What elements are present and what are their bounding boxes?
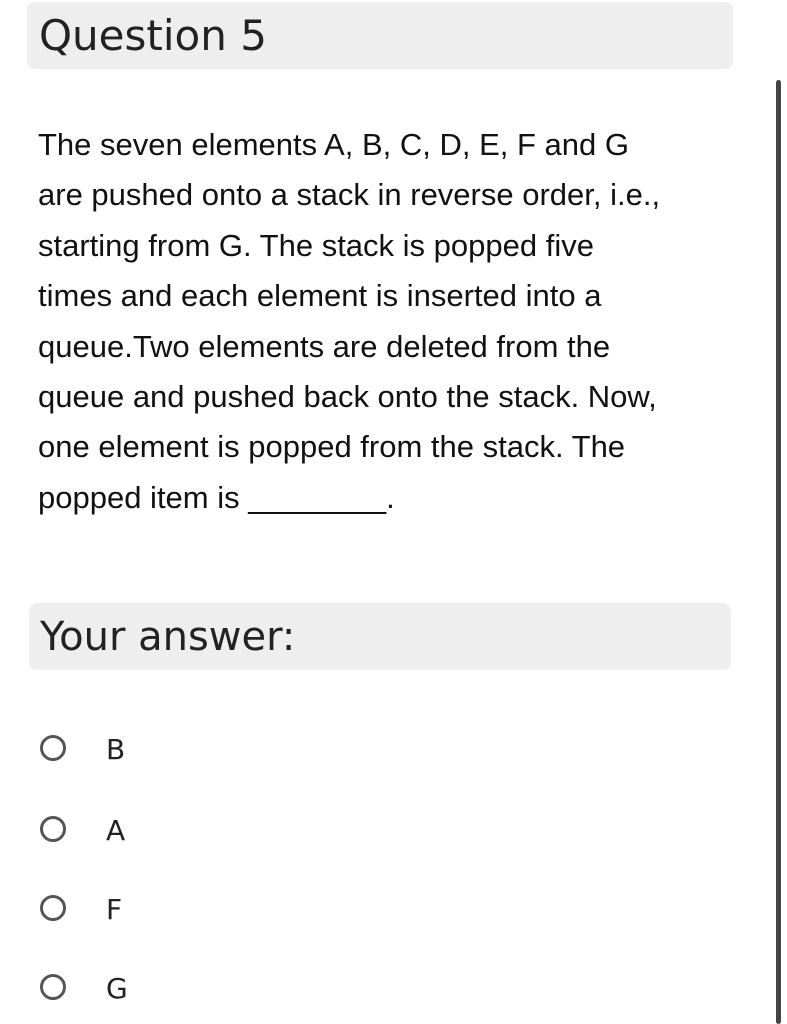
question-line: popped item is ________. <box>38 479 395 515</box>
radio-button-icon[interactable] <box>40 974 66 1000</box>
question-line: one element is popped from the stack. The <box>38 429 626 465</box>
question-line: are pushed onto a stack in reverse order, i.e., <box>38 177 661 213</box>
answer-header <box>29 603 731 670</box>
question-line: times and each element is inserted into a <box>38 278 602 314</box>
radio-button-icon[interactable] <box>40 735 66 761</box>
question-text <box>38 120 738 523</box>
question-line: The seven elements A, B, C, D, E, F and G <box>38 127 629 162</box>
option-label: B <box>106 733 126 766</box>
question-line: queue and pushed back onto the stack. Now, <box>38 379 657 415</box>
answer-option-g[interactable] <box>37 967 237 1011</box>
answer-option-a[interactable] <box>37 809 237 853</box>
radio-button-icon[interactable] <box>40 816 66 842</box>
question-header <box>27 2 733 69</box>
question-line: queue.Two elements are deleted from the <box>38 328 611 364</box>
answer-option-f[interactable] <box>37 888 237 932</box>
question-title: Question 5 <box>39 11 267 60</box>
radio-button-icon[interactable] <box>40 895 66 921</box>
answer-label: Your answer: <box>40 614 296 660</box>
scrollbar[interactable] <box>776 80 781 1024</box>
option-label: A <box>106 814 126 847</box>
option-label: G <box>106 972 128 1005</box>
question-line: starting from G. The stack is popped five <box>38 227 594 263</box>
option-label: F <box>106 893 123 926</box>
answer-option-b[interactable] <box>37 728 237 772</box>
